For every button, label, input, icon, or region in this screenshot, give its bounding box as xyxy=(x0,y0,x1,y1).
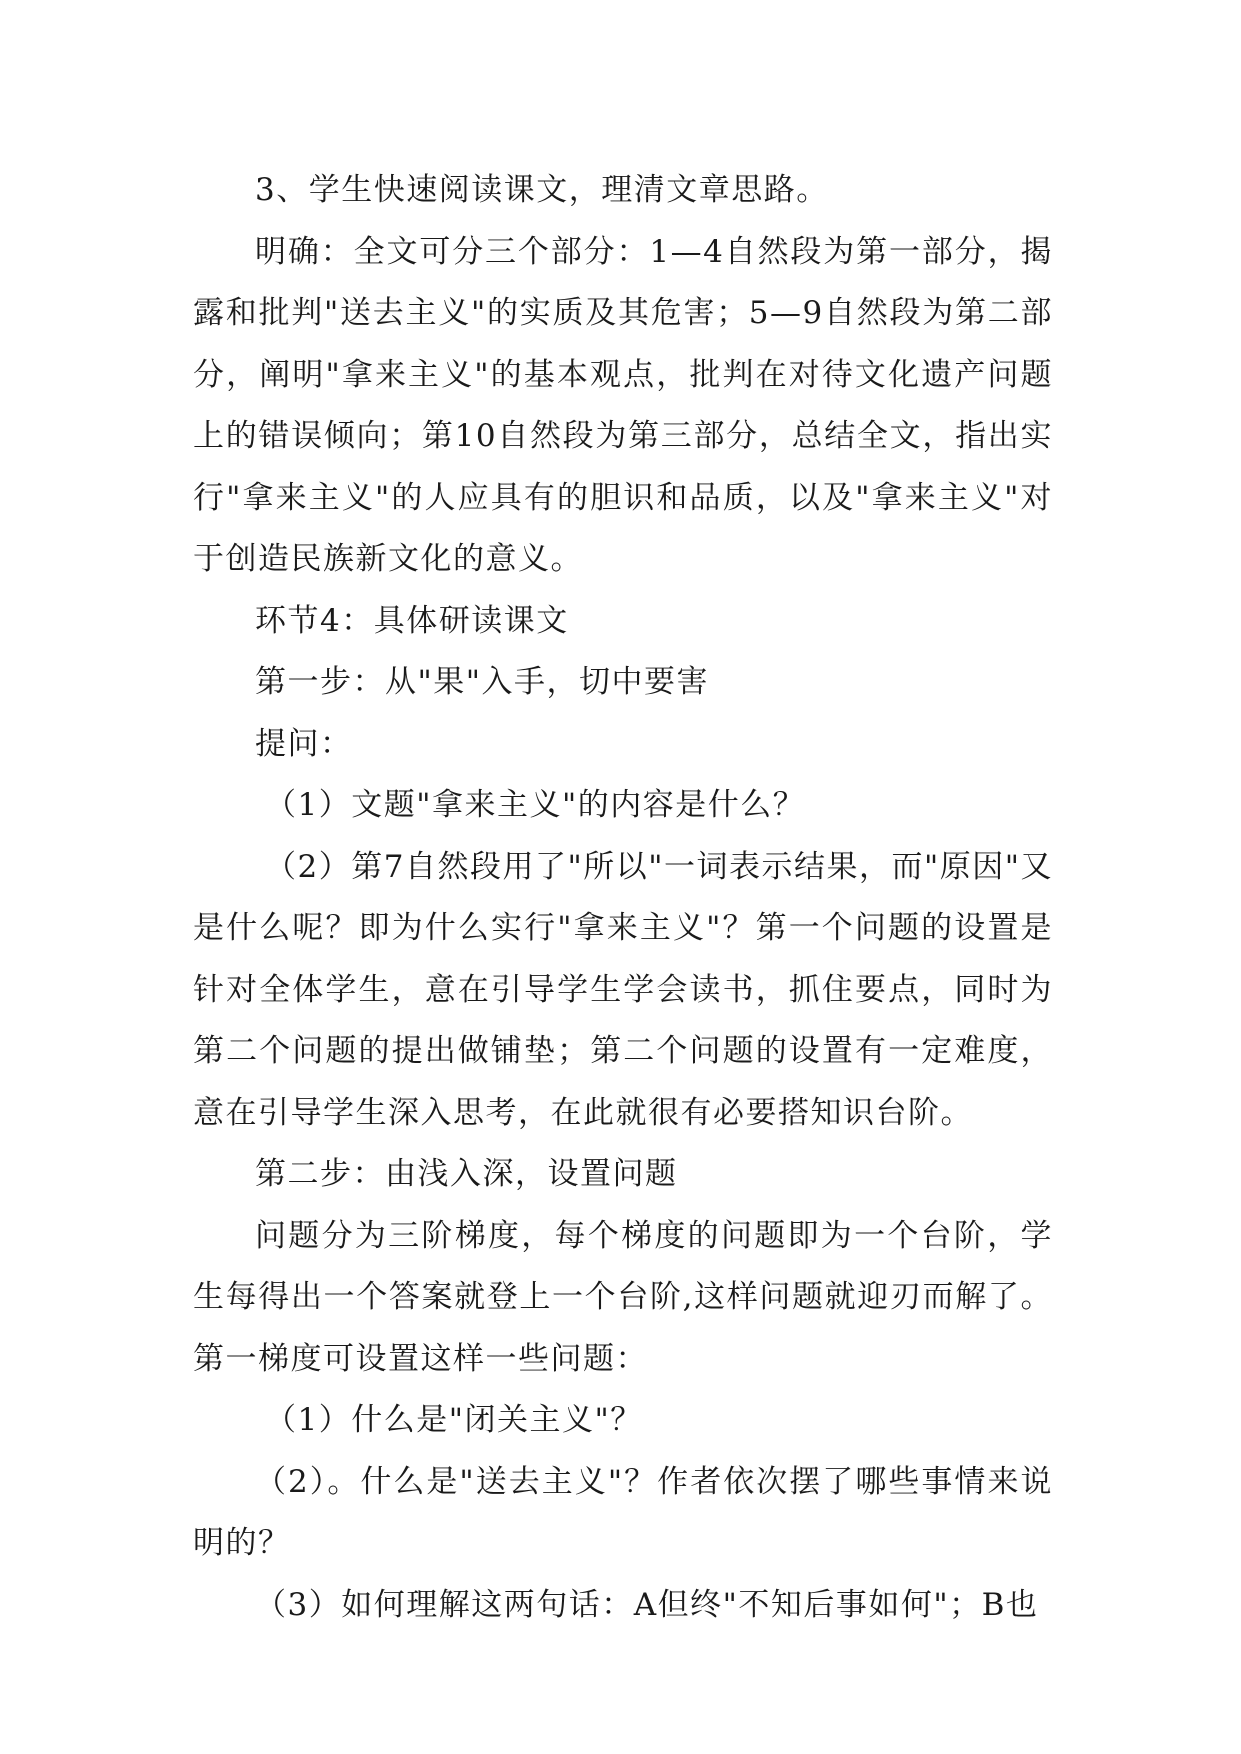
paragraph-question-1: （1）文题"拿来主义"的内容是什么？ xyxy=(265,787,806,823)
paragraph-question-label: 提问： xyxy=(255,725,353,762)
paragraph-gradient-question-2: （2）。什么是"送去主义"？作者依次摆了哪些事情来说明的？ xyxy=(193,1463,1053,1561)
paragraph-gradient-intro: 问题分为三阶梯度，每个梯度的问题即为一个台阶，学生每得出一个答案就登上一个台阶,这样问题就迎刃而解了。第一梯度可设置这样一些问题： xyxy=(193,1217,1053,1377)
paragraph-step1-heading: 第一步：从"果"入手，切中要害 xyxy=(255,664,710,700)
paragraph-step3-title: 3、学生快速阅读课文，理清文章思路。 xyxy=(255,172,829,208)
paragraph-section4-heading: 环节4：具体研读课文 xyxy=(255,602,569,639)
paragraph-question-2: （2）第7自然段用了"所以"一词表示结果，而"原因"又是什么呢？即为什么实行"拿来主义"？第一个问题的设置是针对全体学生，意在引导学生学会读书，抓住要点，同时为第二个问题的提出做铺垫；第二个问题的设置有一定难度，意在引导学生深入思考，在此就很有必要搭知识台阶。 xyxy=(193,848,1053,1131)
paragraph-gradient-question-3: （3）如何理解这两句话：A但终"不知后事如何"；B也 xyxy=(255,1586,1039,1623)
paragraph-clarification: 明确：全文可分三个部分：1—4自然段为第一部分，揭露和批判"送去主义"的实质及其危害；5—9自然段为第二部分，阐明"拿来主义"的基本观点，批判在对待文化遗产问题上的错误倾向；第10自然段为第三部分，总结全文，指出实行"拿来主义"的人应具有的胆识和品质，以及"拿来主义"对于创造民族新文化的意义。 xyxy=(193,233,1053,577)
document-body xyxy=(193,160,1053,1636)
paragraph-gradient-question-1: （1）什么是"闭关主义"？ xyxy=(265,1402,643,1438)
paragraph-step2-heading: 第二步：由浅入深，设置问题 xyxy=(255,1156,678,1192)
